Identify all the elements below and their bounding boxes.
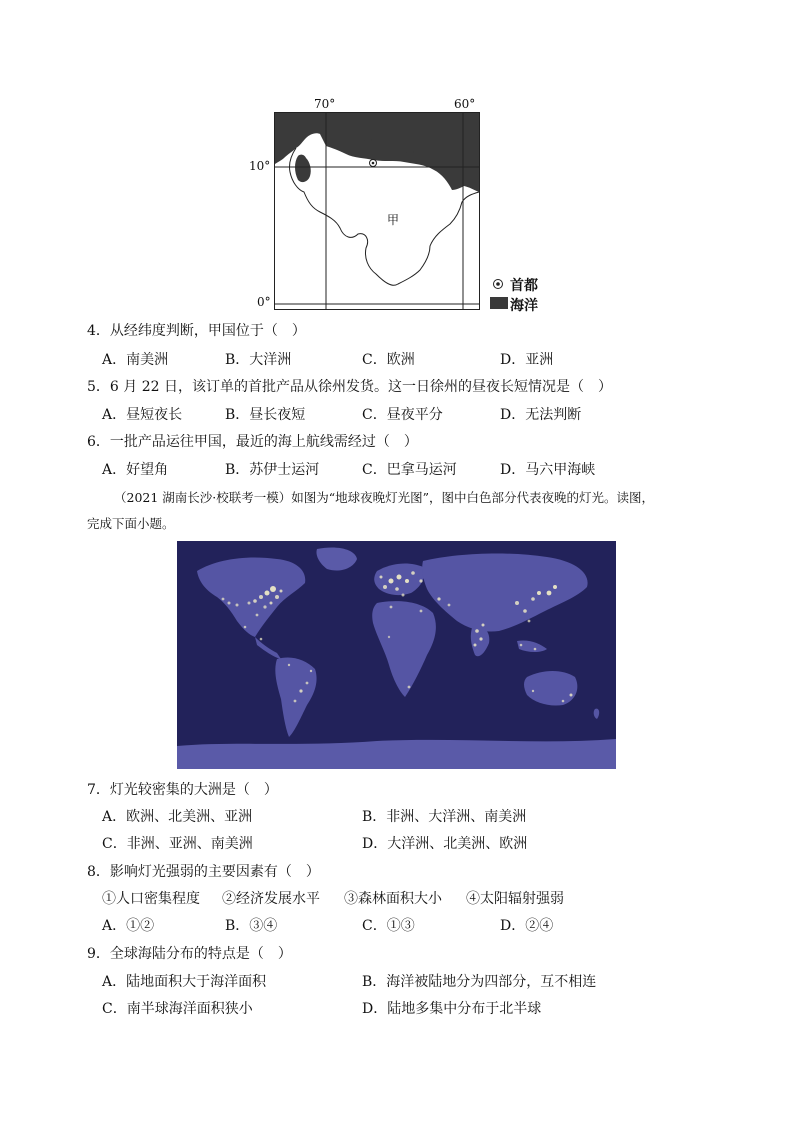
- q7-option-b: B．非洲、大洋洲、南美洲: [362, 809, 527, 825]
- q8-factor-2: ②经济发展水平: [222, 891, 320, 907]
- q9-option-a: A．陆地面积大于海洋面积: [102, 974, 267, 990]
- q5-option-a: A．昼短夜长: [102, 407, 183, 423]
- question-4-stem: 4．从经纬度判断，甲国位于（ ）: [87, 323, 306, 339]
- q8-factor-1: ①人口密集程度: [102, 891, 200, 907]
- latitude-label-0: 0°: [257, 295, 271, 309]
- passage-intro-line2: 完成下面小题。: [87, 516, 175, 531]
- question-7-stem: 7．灯光较密集的大洲是（ ）: [87, 782, 278, 798]
- question-5-stem: 5．6 月 22 日，该订单的首批产品从徐州发货。这一日徐州的昼夜长短情况是（ ）: [87, 379, 612, 395]
- q9-option-d: D．陆地多集中分布于北半球: [362, 1001, 542, 1017]
- q6-option-d: D．马六甲海峡: [500, 462, 596, 478]
- q5-option-c: C．昼夜平分: [362, 407, 443, 423]
- longitude-label-60: 60°: [454, 97, 476, 111]
- legend-ocean-label: 海洋: [510, 298, 538, 314]
- q8-factor-4: ④太阳辐射强弱: [466, 891, 564, 907]
- q4-option-a: A．南美洲: [102, 352, 169, 368]
- q4-option-d: D．亚洲: [500, 352, 554, 368]
- question-9-stem: 9．全球海陆分布的特点是（ ）: [87, 946, 292, 962]
- q8-option-a: A．①②: [102, 918, 155, 934]
- q6-option-b: B．苏伊士运河: [225, 462, 320, 478]
- q9-option-c: C．南半球海洋面积狭小: [102, 1001, 253, 1017]
- q8-option-d: D．②④: [500, 918, 554, 934]
- question-8-stem: 8．影响灯光强弱的主要因素有（ ）: [87, 864, 320, 880]
- venezuela-map: [274, 112, 480, 310]
- ocean-swatch: [490, 297, 508, 309]
- q7-option-a: A．欧洲、北美洲、亚洲: [102, 809, 253, 825]
- q7-option-c: C．非洲、亚洲、南美洲: [102, 836, 253, 852]
- q6-option-c: C．巴拿马运河: [362, 462, 457, 478]
- q8-option-c: C．①③: [362, 918, 415, 934]
- q6-option-a: A．好望角: [102, 462, 169, 478]
- q7-option-d: D．大洋洲、北美洲、欧洲: [362, 836, 528, 852]
- capital-icon: [492, 278, 504, 290]
- question-6-stem: 6．一批产品运往甲国，最近的海上航线需经过（ ）: [87, 434, 418, 450]
- earth-night-lights-image: [177, 541, 616, 769]
- longitude-label-70: 70°: [314, 97, 336, 111]
- q4-option-c: C．欧洲: [362, 352, 415, 368]
- q9-option-b: B．海洋被陆地分为四部分，互不相连: [362, 974, 597, 990]
- q4-option-b: B．大洋洲: [225, 352, 292, 368]
- q5-option-d: D．无法判断: [500, 407, 582, 423]
- legend-capital-label: 首都: [510, 278, 538, 294]
- passage-intro-line1: （2021 湖南长沙·校联考一模）如图为“地球夜晚灯光图”，图中白色部分代表夜晚的灯光。读图，: [114, 490, 655, 505]
- latitude-label-10: 10°: [249, 159, 271, 173]
- q8-factor-3: ③森林面积大小: [344, 891, 442, 907]
- q5-option-b: B．昼长夜短: [225, 407, 306, 423]
- country-label-jia: 甲: [387, 213, 400, 227]
- q8-option-b: B．③④: [225, 918, 278, 934]
